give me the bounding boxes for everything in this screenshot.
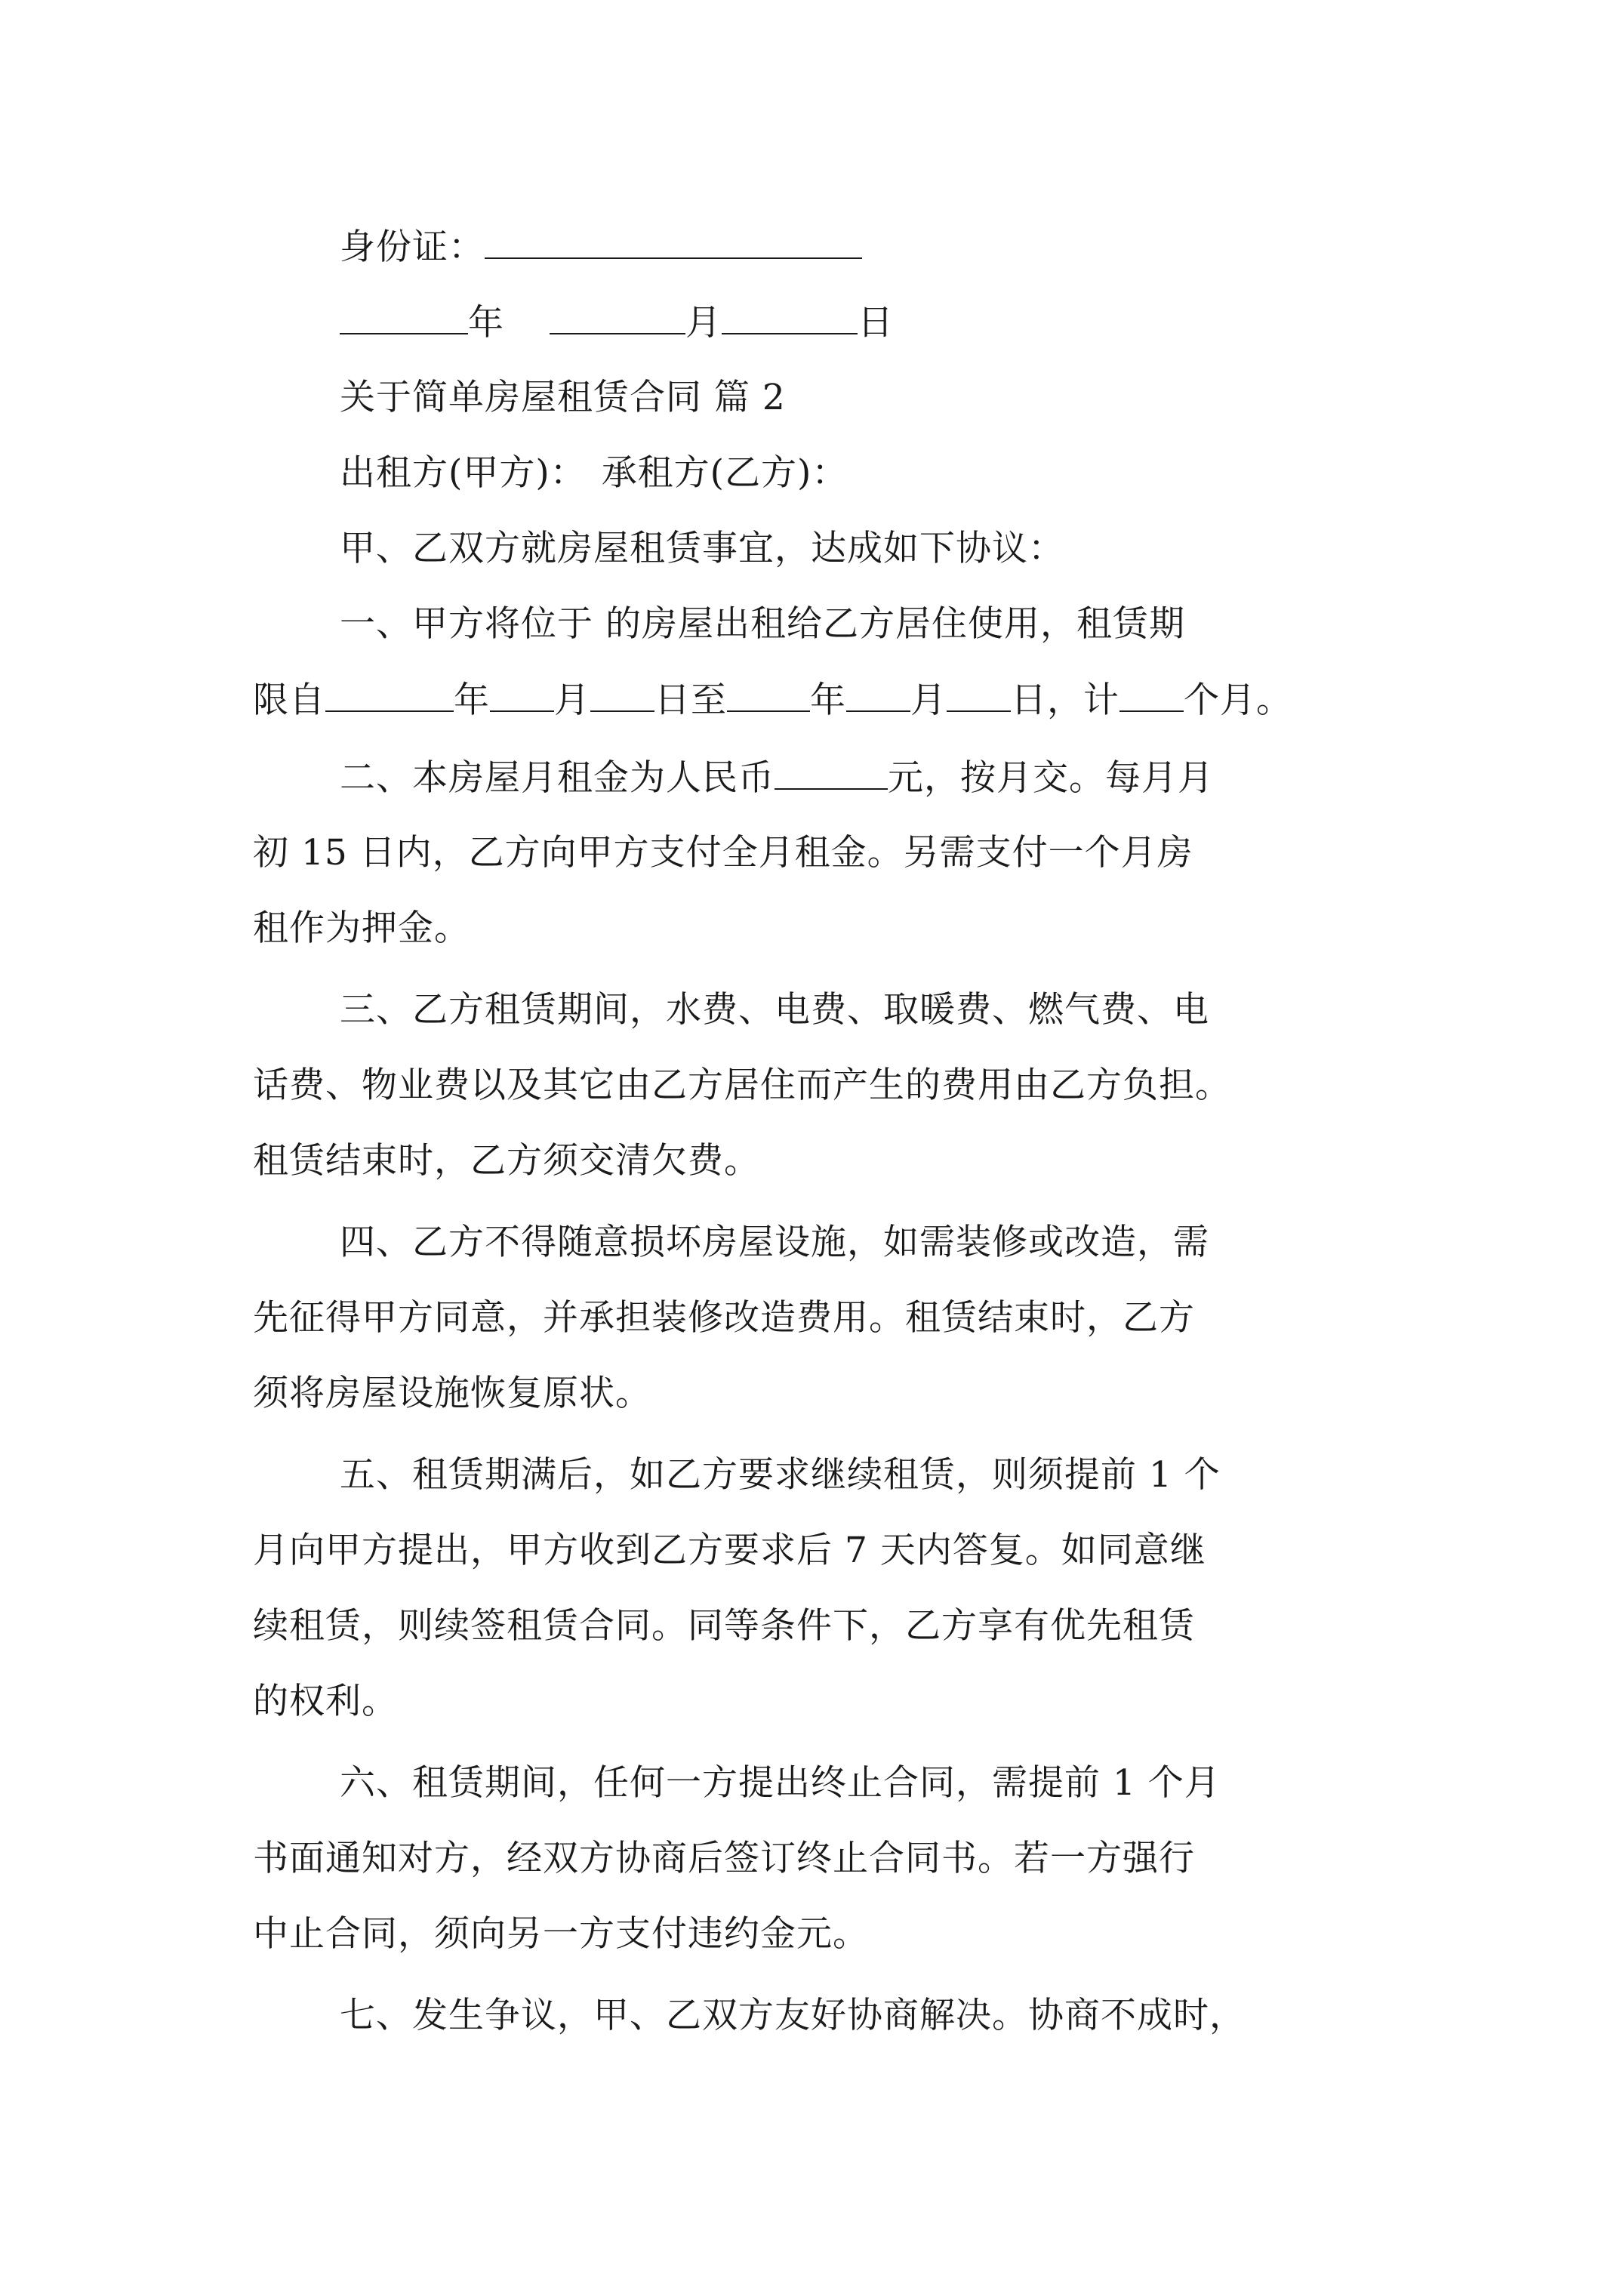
- rent-amount-blank: [775, 755, 888, 790]
- lease-end-year-blank: [727, 677, 810, 712]
- clause3-line3: 租赁结束时，乙方须交清欠费。: [253, 1140, 760, 1182]
- day-blank: [722, 300, 858, 334]
- intro-paragraph: 甲、乙双方就房屋租赁事宜，达成如下协议：: [340, 528, 1064, 569]
- clause3-line2: 话费、物业费以及其它由乙方居住而产生的费用由乙方负担。: [253, 1065, 1231, 1106]
- clause6-line2: 书面通知对方，经双方协商后签订终止合同书。若一方强行: [253, 1838, 1195, 1879]
- clause5-line1: 五、租赁期满后，如乙方要求继续租赁，则须提前 1 个: [340, 1454, 1221, 1496]
- year-label: 年: [468, 302, 504, 344]
- id-card-blank: [485, 224, 862, 259]
- clause4-line3: 须将房屋设施恢复原状。: [253, 1373, 651, 1414]
- clause6-line1: 六、租赁期间，任何一方提出终止合同，需提前 1 个月: [340, 1762, 1221, 1804]
- id-card-line: [340, 224, 1472, 270]
- clause7-line1: 七、发生争议，甲、乙双方友好协商解决。协商不成时，: [340, 1995, 1246, 2036]
- clause4-line2: 先征得甲方同意，并承担装修改造费用。租赁结束时，乙方: [253, 1297, 1195, 1339]
- lessor-label: 出租方(甲方)：: [340, 452, 587, 494]
- clause5-line3: 续租赁，则续签租赁合同。同等条件下，乙方享有优先租赁: [253, 1605, 1195, 1647]
- clause5-line4: 的权利。: [253, 1681, 398, 1722]
- day-label: 日: [858, 302, 894, 344]
- lease-months-blank: [1119, 677, 1184, 712]
- clause6-line3: 中止合同，须向另一方支付违约金元。: [253, 1913, 869, 1955]
- clause1-line1: 一、甲方将位于 的房屋出租给乙方居住使用，租赁期: [340, 603, 1185, 645]
- section-title: 关于简单房屋租赁合同 篇 2: [340, 377, 786, 418]
- clause2-line2: 初 15 日内，乙方向甲方支付全月租金。另需支付一个月房: [253, 832, 1193, 874]
- month-label: 月: [685, 302, 722, 344]
- lease-start-day-blank: [590, 677, 654, 712]
- parties-line: [340, 451, 1472, 496]
- lease-end-day-blank: [947, 677, 1011, 712]
- year-blank: [340, 300, 468, 334]
- clause2-line3: 租作为押金。: [253, 908, 470, 949]
- date-line: [340, 300, 1472, 346]
- clause5-line2: 月向甲方提出，甲方收到乙方要求后 7 天内答复。如同意继: [253, 1530, 1206, 1571]
- id-card-label: 身份证：: [340, 227, 485, 268]
- clause2-line1: 二、本房屋月租金为人民币 元，按月交。每月月: [340, 755, 1472, 801]
- clause1-line2: 限自 年 月 日至 年 月 日，计 个月。: [253, 677, 1385, 723]
- lease-start-month-blank: [490, 677, 554, 712]
- clause3-line1: 三、乙方租赁期间，水费、电费、取暖费、燃气费、电: [340, 989, 1209, 1031]
- clause4-line1: 四、乙方不得随意损坏房屋设施，如需装修或改造，需: [340, 1222, 1209, 1263]
- lessee-label: 承租方(乙方)：: [601, 452, 848, 494]
- lease-start-year-blank: [325, 677, 454, 712]
- lease-end-month-blank: [846, 677, 910, 712]
- month-blank: [550, 300, 685, 334]
